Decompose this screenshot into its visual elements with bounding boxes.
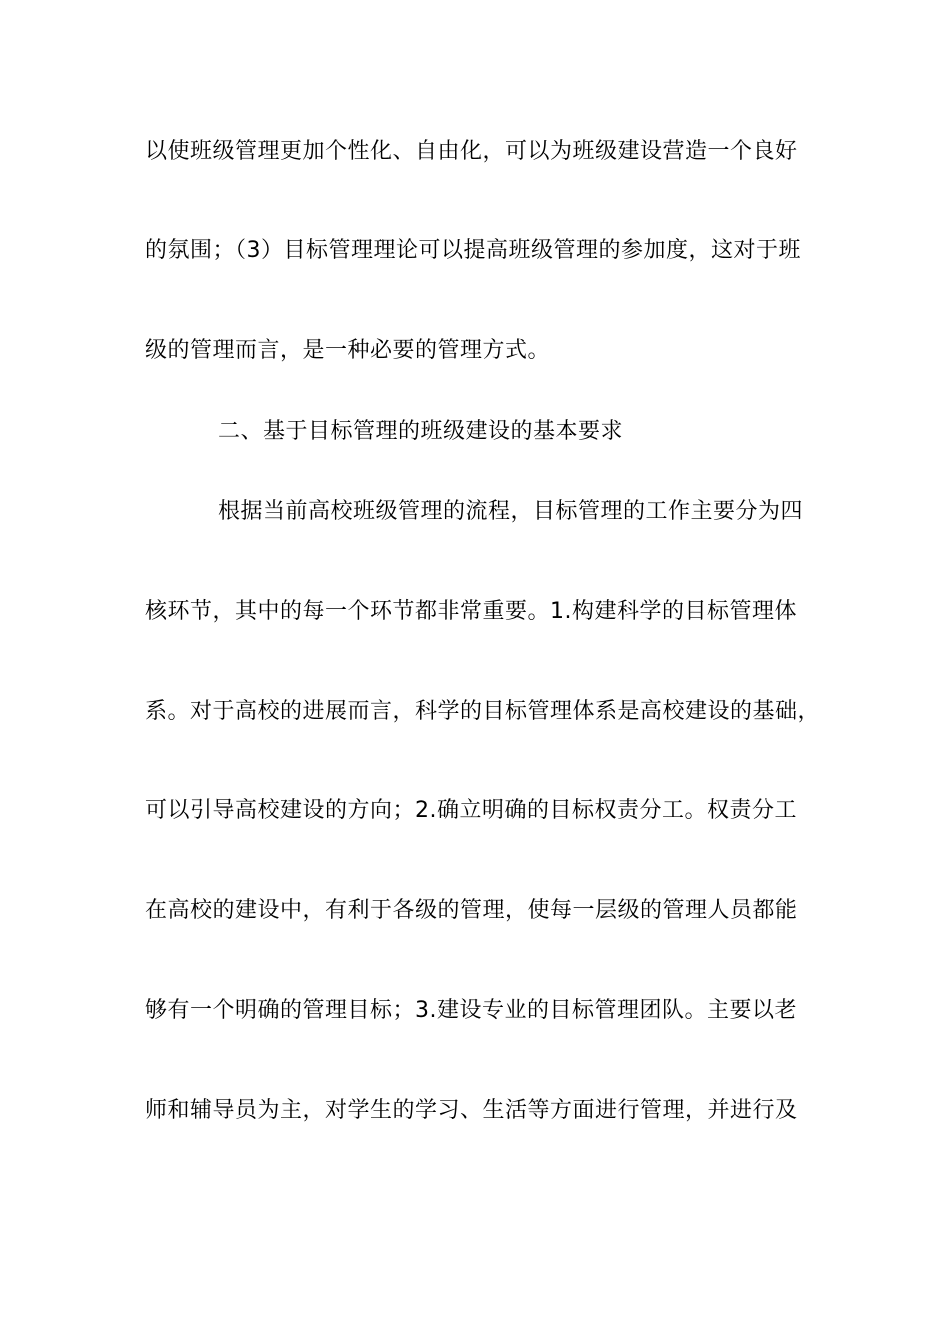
paragraph-line: 核环节，其中的每一个环节都非常重要。1.构建科学的目标管理体 [145,599,797,624]
section-heading: 二、基于目标管理的班级建设的基本要求 [218,419,624,444]
paragraph-line: 以使班级管理更加个性化、自由化，可以为班级建设营造一个良好 [145,139,798,164]
paragraph-line: 师和辅导员为主，对学生的学习、生活等方面进行管理，并进行及 [145,1098,798,1123]
paragraph-line: 的氛围；（3）目标管理理论可以提高班级管理的参加度，这对于班 [145,238,801,263]
paragraph-line: 够有一个明确的管理目标；3.建设专业的目标管理团队。主要以老 [145,998,797,1023]
paragraph-line: 可以引导高校建设的方向；2.确立明确的目标权责分工。权责分工 [145,798,797,823]
paragraph-line: 在高校的建设中，有利于各级的管理，使每一层级的管理人员都能 [145,898,798,923]
paragraph-line: 系。对于高校的进展而言，科学的目标管理体系是高校建设的基础， [145,699,821,724]
paragraph-line: 级的管理而言，是一种必要的管理方式。 [145,338,551,363]
paragraph-line: 根据当前高校班级管理的流程，目标管理的工作主要分为四 [218,499,804,524]
